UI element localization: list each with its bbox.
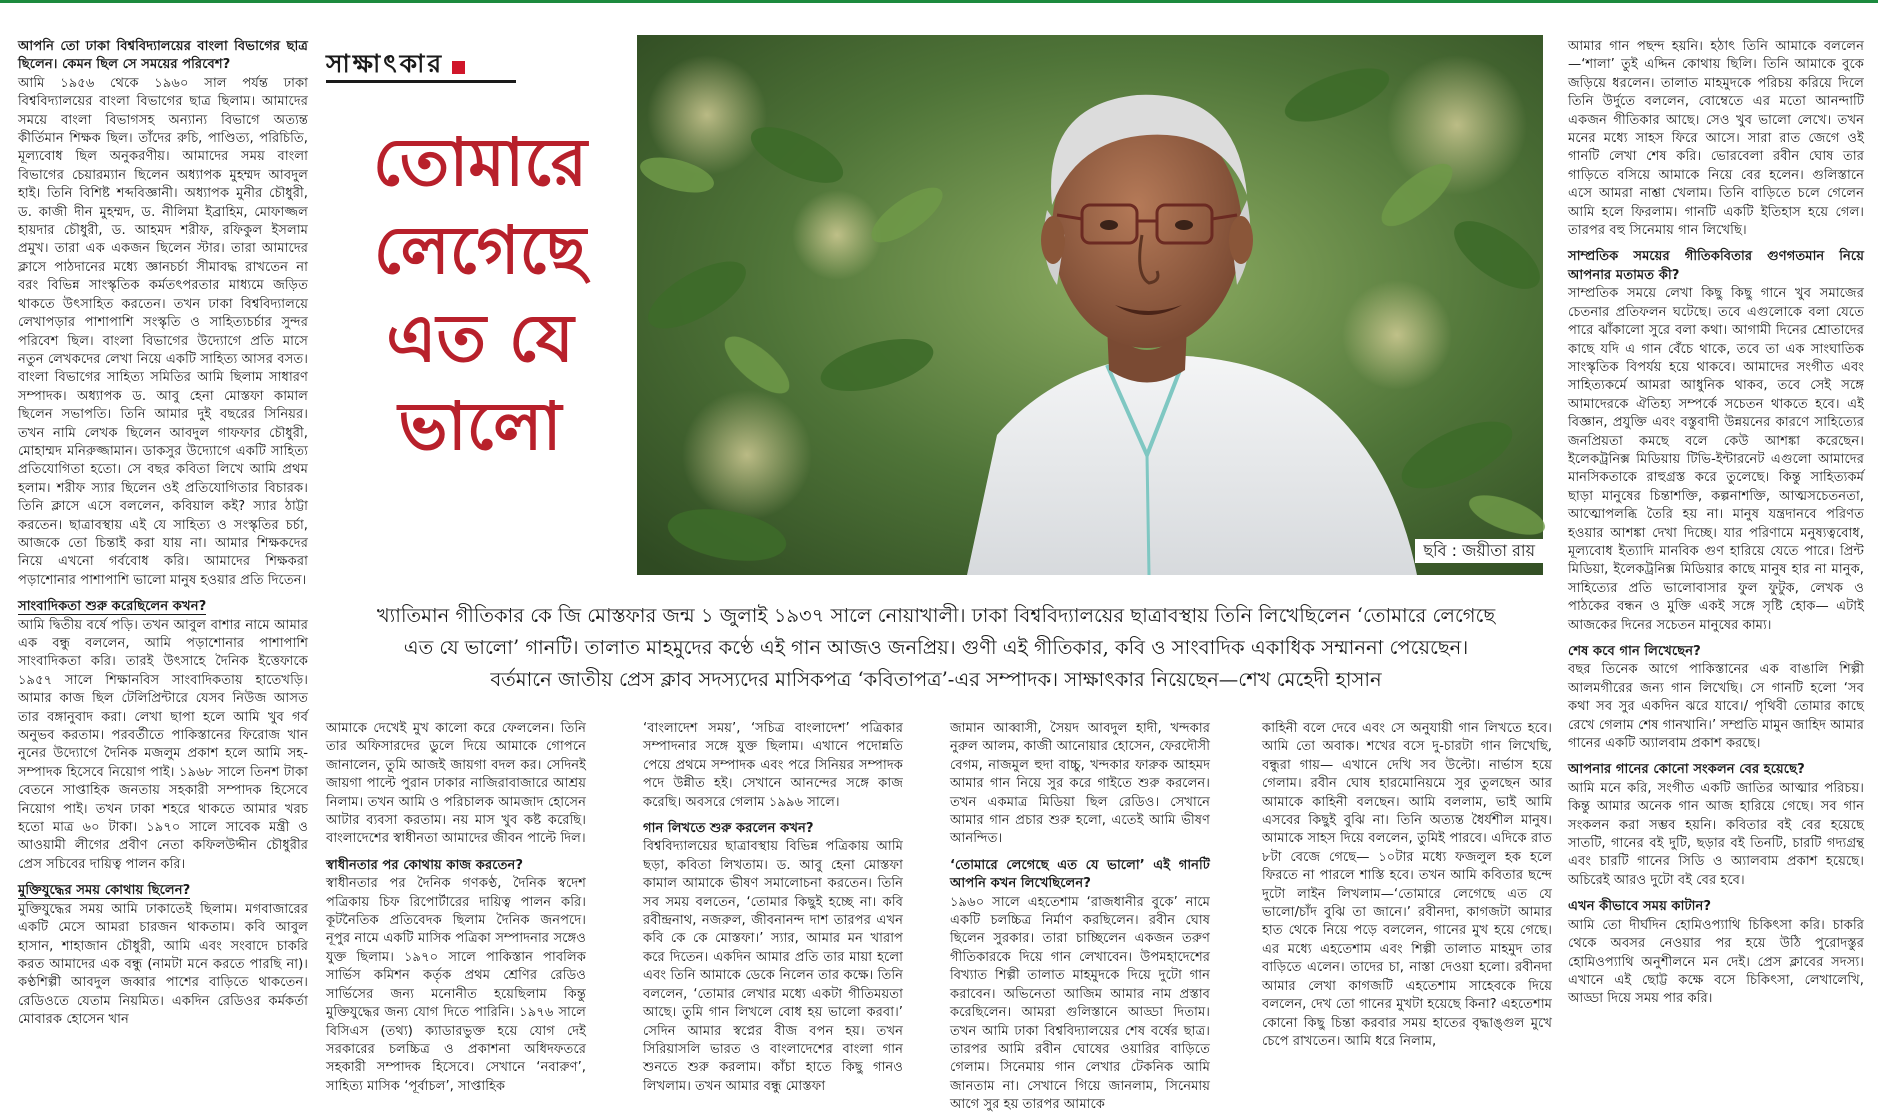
question-heading: ‘তোমারে লেগেছে এত যে ভালো’ এই গানটি আপনি কখন লিখেছিলেন? — [950, 857, 1210, 892]
answer-text: ১৯৬০ সালে এহতেশাম ‘রাজধানীর বুকে’ নামে একটি চলচ্চিত্র নির্মাণ করছিলেন। রবীন ঘোষ ছিলেন সুরকার। তারা চাচ্ছিলেন একজন তরুণ গীতিকারকে দিয়ে গান লেখাবেন। উপমহাদেশের বিখ্যাত শিল্পী তালাত মাহমুদকে দিয়ে দুটো গান করাবেন। অভিনেতা আজিম আমার নাম প্রস্তাব করেছিলেন। আমরা গুলিস্তানে আড্ডা দিতাম। তখন আমি ঢাকা বিশ্ববিদ্যালয়ের শেষ বর্ষের ছাত্র। তারপর আমি রবীন ঘোষের ওয়ারির বাড়িতে গেলাম। সিনেমায় গান লেখার টেকনিক আমি জানতাম না। সেখানে গিয়ে জানলাম, সিনেমায় আগে সুর হয় তারপর আমাকে — [950, 894, 1210, 1113]
answer-text: স্বাধীনতার পর দৈনিক গণকণ্ঠ, দৈনিক স্বদেশ পত্রিকায় চিফ রিপোর্টারের দায়িত্ব পালন করি। কূটনৈতিক প্রতিবেদক ছিলাম দৈনিক জনপদে। নূপুর নামে একটি মাসিক পত্রিকা সম্পাদনার সঙ্গেও যুক্ত ছিলাম। ১৯৭০ সালে পাকিস্তান পাবলিক সার্ভিস কমিশন কর্তৃক প্রথম শ্রেণির রেডিও সার্ভিসের জন্য মনোনীত হয়েছিলাম কিন্তু মুক্তিযুদ্ধের জন্য যোগ দিতে পারিনি। ১৯৭৬ সালে বিসিএস (তথ্য) ক্যাডারভুক্ত হয়ে যোগ দেই সরকারের চলচ্চিত্র ও প্রকাশনা অধিদফতরে সহকারী সম্পাদক হিসেবে। সেখানে ‘নবারুণ’, সাহিত্য মাসিক ‘পূর্বাচল’, সাপ্তাহিক — [326, 876, 586, 1094]
question-heading: সাম্প্রতিক সময়ের গীতিকবিতার গুণগতমান নিয়ে আপনার মতামত কী? — [1568, 249, 1864, 283]
column-body-4 — [1262, 720, 1552, 1065]
answer-text: আমাকে দেখেই মুখ কালো করে ফেললেন। তিনি তার অফিসারদের ডুলে দিয়ে আমাকে গোপনে জানালেন, তুমি আজই জায়গা বদল কর। সেদিনই জায়গা পাল্টে পুরান ঢাকার নাজিরাবাজারে আশ্রয় নিলাম। তখন আমি ও পরিচালক আমজাদ হোসেন আটার ব্যবসা করতাম। নয় মাস খুব কষ্ট করেছি। বাংলাদেশের স্বাধীনতা আমাদের জীবন পাল্টে দিল। — [326, 721, 586, 847]
question-heading: মুক্তিযুদ্ধের সময় কোথায় ছিলেন? — [18, 883, 191, 899]
kicker-label: সাক্ষাৎকার — [326, 49, 445, 78]
answer-text: ‘বাংলাদেশ সময়’, ‘সচিত্র বাংলাদেশ’ পত্রিকার সম্পাদনার সঙ্গে যুক্ত ছিলাম। এখানে পদোন্নতি পেয়ে প্রথমে সম্পাদক এবং পরে সিনিয়র সম্পাদক পদে উন্নীত হই। সেখানে আনন্দের সঙ্গে কাজ করেছি। অবসরে গেলাম ১৯৯৬ সালে। — [643, 721, 903, 810]
portrait-photo — [637, 35, 1543, 575]
section-kicker — [326, 44, 516, 84]
kicker-underline — [326, 80, 516, 83]
column-left — [18, 38, 308, 1068]
question-heading: আপনার গানের কোনো সংকলন বের হয়েছে? — [1568, 762, 1805, 778]
answer-text: বিশ্ববিদ্যালয়ের ছাত্রাবস্থায় বিভিন্ন পত্রিকায় আমি ছড়া, কবিতা লিখতাম। ড. আবু হেনা মোস্তফা কামাল আমাকে ভীষণ সমালোচনা করতেন। তিনি সব সময় বলতেন, ‘তোমার কিছুই হচ্ছে না। কবি রবীন্দ্রনাথ, নজরুল, জীবনানন্দ দাশ তারপর এখন কবি কে কে মোস্তফা।’ স্যার, আমার মন খারাপ করে দিতেন। একদিন আমার প্রতি তার মায়া হলো এবং তিনি আমাকে ডেকে নিলেন তার কক্ষে। তিনি বললেন, ‘তোমার লেখার মধ্যে একটা গীতিময়তা আছে। তুমি গান লিখলে বোধ হয় ভালো করবা।’ সেদিন আমার স্বপ্নের বীজ বপন হয়। তখন সিরিয়াসলি ভারত ও বাংলাদেশের বাংলা গান শুনতে শুরু করলাম। কাঁচা হাতে কিছু গানও লিখলাম। তখন আমার বন্ধু মোস্তফা — [643, 839, 903, 1094]
answer-text: আমি ১৯৫৬ থেকে ১৯৬০ সাল পর্যন্ত ঢাকা বিশ্ববিদ্যালয়ের বাংলা বিভাগের ছাত্র ছিলাম। আমাদের সময়ে বাংলা বিভাগসহ অন্যান্য বিভাগে অত্যন্ত কীর্তিমান শিক্ষক ছিল। তাঁদের রুচি, পাণ্ডিত্য, পরিচিতি, মূল্যবোধ ছিল অনুকরণীয়। আমাদের সময় বাংলা বিভাগের চেয়ারম্যান ছিলেন অধ্যাপক মুহম্মদ আবদুল হাই। তিনি বিশিষ্ট শব্দবিজ্ঞানী। অধ্যাপক মুনীর চৌধুরী, ড. কাজী দীন মুহম্মদ, ড. নীলিমা ইব্রাহিম, মোফাজ্জল হায়দার চৌধুরী, ড. আহমদ শরীফ, রফিকুল ইসলাম প্রমুখ। তারা এক একজন ছিলেন স্টার। তারা আমাদের ক্লাসে পাঠদানের মধ্যে জ্ঞানচর্চা সীমাবদ্ধ রাখতেন না বরং বিভিন্ন সাংস্কৃতিক কর্মতৎপরতার মাধ্যমে জড়িত থাকতে উৎসাহিত করতেন। তখন ঢাকা বিশ্ববিদ্যালয়ে লেখাপড়ার পাশাপাশি সংস্কৃতি ও সাহিত্যচর্চার সুন্দর পরিবেশ ছিল। বাংলা বিভাগের উদ্যোগে প্রতি মাসে নতুন লেখকদের লেখা নিয়ে একটি সাহিত্য আসর বসত। বাংলা বিভাগের সাহিত্য সমিতির আমি ছিলাম সাধারণ সম্পাদক। অধ্যাপক ড. আবু হেনা মোস্তফা কামাল ছিলেন সভাপতি। তিনি আমার দুই বছরের সিনিয়র। তখন নামি লেখক ছিলেন আবদুল গাফফার চৌধুরী, মোহাম্মদ মনিরুজ্জামান। ডাকসুর উদ্যোগে একটি সাহিত্য প্রতিযোগিতা হতো। সে বছর কবিতা লিখে আমি প্রথম হলাম। শরীফ স্যার ছিলেন ওই প্রতিযোগিতার বিচারক। তিনি ক্লাসে এসে বললেন, কবিয়াল কই? স্যার ঠাট্টা করতেন। ছাত্রাবস্থায় এই যে সাহিত্য ও সংস্কৃতির চর্চা, আজকে তো চিন্তাই করা যায় না। আমার শিক্ষকদের নিয়ে এখনো গর্ববোধ করি। আমাদের শিক্ষকরা পড়াশোনার পাশাপাশি ভালো মানুষ হওয়ার প্রতি দিতেন। — [18, 75, 308, 588]
intro-standfirst — [330, 600, 1542, 700]
question-heading: শেষ কবে গান লিখেছেন? — [1568, 644, 1701, 659]
headline-line: তোমারে — [372, 123, 588, 201]
question-heading: সাংবাদিকতা শুরু করেছিলেন কখন? — [18, 599, 207, 615]
headline-line: এত যে — [386, 299, 574, 377]
answer-text: কাহিনী বলে দেবে এবং সে অনুযায়ী গান লিখতে হবে। আমি তো অবাক। শখের বসে দু-চারটা গান লিখেছি, বন্ধুরা গায়— এখানে দেখি সব উল্টো। নার্ভাস হয়ে গেলাম। রবীন ঘোষ হারমোনিয়মে সুর তুলছেন আর আমাকে কাহিনী বলছেন। আমি বললাম, ভাই আমি এসবের কিছুই বুঝি না। তিনি অত্যন্ত ধৈর্যশীল মানুষ। আমাকে সাহস দিয়ে বললেন, তুমিই পারবে। এদিকে রাত ৮টা বেজে গেছে— ১০টার মধ্যে ফজলুল হক হলে ফিরতে না পারলে শাস্তি হবে। তখন আমি কবিতার ছন্দে দুটো লাইন লিখলাম—‘তোমারে লেগেছে এত যে ভালো/চাঁদ বুঝি তা জানে।’ রবীনদা, কাগজটা আমার হাত থেকে নিয়ে পড়ে বললেন, গানের মুখ হয়ে গেছে। এর মধ্যে এহতেশাম এবং শিল্পী তালাত মাহমুদ তার বাড়িতে এলেন। তাদের চা, নাস্তা দেওয়া হলো। রবীনদা আমার লেখা কাগজটি এহতেশাম সাহেবকে দিয়ে বললেন, দেখ তো গানের মুখটা হয়েছে কিনা? এহতেশাম কোনো কিছু চিন্তা করবার সময় হাতের বৃদ্ধাঙ্গুল মুখে চেপে রাখতেন। আমি ধরে নিলাম, — [1262, 721, 1552, 1049]
intro-line: এত যে ভালো’ গানটি। তালাত মাহমুদের কণ্ঠে এই গান আজও জনপ্রিয়। গুণী এই গীতিকার, কবি ও সাংবাদিক একাধিক সম্মাননা পেয়েছেন। — [403, 636, 1469, 659]
intro-line: খ্যাতিমান গীতিকার কে জি মোস্তফার জন্ম ১ জুলাই ১৯৩৭ সালে নোয়াখালী। ঢাকা বিশ্ববিদ্যালয়ের ছাত্রাবস্থায় তিনি লিখেছিলেন ‘তোমারে লেগেছে — [376, 604, 1496, 627]
answer-text: সাম্প্রতিক সময়ে লেখা কিছু কিছু গানে খুব সমাজের চেতনার প্রতিফলন ঘটেছে। তবে এগুলোকে বলা যেতে পারে ঝাঁকালো সুরে বলা কথা। আগামী দিনের শ্রোতাদের কাছে যদি এ গান বেঁচে থাকে, তবে তা এক সাংঘাতিক সাংস্কৃতিক বিপর্যয় হয়ে থাকবে। আমাদের সংগীত এবং সাহিত্যকর্মে আমরা আধুনিক থাকব, তবে সেই সঙ্গে আমাদেরকে ঐতিহ্য সম্পর্কে সচেতন থাকতে হবে। এই বিজ্ঞান, প্রযুক্তি এবং বস্তুবাদী উন্নয়নের কারণে সাহিত্যের জনপ্রিয়তা কমছে বলে কেউ আশঙ্কা করেছেন। ইলেকট্রনিক্স মিডিয়ায় টিভি-ইন্টারনেট এগুলো আমাদের মানসিকতাকে রাহুগ্রস্ত করে তুলেছে। কিন্তু সাহিত্যকর্ম ছাড়া মানুষের চিন্তাশক্তি, কল্পনাশক্তি, আত্মসচেতনতা, আত্মোপলব্ধি তৈরি হয় না। মানুষ যন্ত্রদানবে পরিণত হওয়ার আশঙ্কা দেখা দিচ্ছে। যার পরিণামে মনুষ্যত্ববোধ, মূল্যবোধ ইত্যাদি মানবিক গুণ হারিয়ে যেতে পারে। প্রিন্ট মিডিয়া, ইলেকট্রনিক্স মিডিয়ার কাছে মানুষ হার না মানুক, সাহিত্যের প্রতি ভালোবাসার ফুল ফুটুক, লেখক ও পাঠকের বন্ধন ও মুক্তি একই সঙ্গে সৃষ্টি হোক— এটাই আজকের দিনের সচেতন মানুষের কাম্য। — [1568, 286, 1864, 633]
column-body-3 — [950, 720, 1210, 1113]
answer-text: আমি মনে করি, সংগীত একটি জাতির আত্মার পরিচয়। কিন্তু আমার অনেক গান আজ হারিয়ে গেছে। সব গান সংকলন করা সম্ভব হয়নি। কবিতার বই বের হয়েছে সাতটি, গানের বই দুটি, ছড়ার বই তিনটি, চারটি গদ্যগ্রন্থ এবং চারটি গানের সিডি ও অ্যালবাম প্রকাশ হয়েছে। অচিরেই আরও দুটো বই বের হবে। — [1568, 780, 1864, 888]
question-heading: এখন কীভাবে সময় কাটান? — [1568, 899, 1712, 915]
headline — [330, 118, 630, 508]
answer-text: মুক্তিযুদ্ধের সময় আমি ঢাকাতেই ছিলাম। মগবাজারের একটি মেসে আমরা চারজন থাকতাম। কবি আবুল হাসান, শাহাজান চৌধুরী, আমি এবং সংবাদে চাকরি করত আমাদের এক বন্ধু (নামটা মনে করতে পারছি না)। কণ্ঠশিল্পী আবদুল জব্বার পাশের বাড়িতে থাকতেন। রেডিওতে যেতাম নিয়মিত। একদিন রেডিওর কর্মকর্তা মোবারক হোসেন খান — [18, 901, 308, 1028]
column-body-1 — [326, 720, 586, 1094]
headline-line: ভালো — [398, 387, 562, 465]
headline-line: লেগেছে — [373, 211, 587, 289]
question-heading: গান লিখতে শুরু করলেন কখন? — [643, 821, 814, 837]
portrait-illustration — [637, 35, 1543, 575]
column-body-2 — [643, 720, 903, 1094]
answer-text: আমার গান পছন্দ হয়নি। হঠাৎ তিনি আমাকে বললেন—‘শালা’ তুই এদ্দিন কোথায় ছিলি। তিনি আমাকে বুকে জড়িয়ে ধরলেন। তালাত মাহমুদকে পরিচয় করিয়ে দিলে তিনি উর্দুতে বললেন, বোম্বেতে এর মতো আনন্দাটি একজন গীতিকার আছে। সেও খুব ভালো লেখে। তখন মনের মধ্যে সাহস ফিরে আসে। সারা রাত জেগে ওই গানটি লেখা শেষ করি। ভোরবেলা রবীন ঘোষ তার গাড়িতে বসিয়ে আমাকে নিয়ে বের হলেন। গুলিস্তানে এসে আমরা নাশ্তা খেলাম। তিনি বাড়িতে চলে গেলেন আমি হলে ফিরলাম। গানটি একটি ইতিহাস হয়ে গেল। তারপর বহু সিনেমায় গান লিখেছি। — [1568, 39, 1864, 239]
answer-text: আমি দ্বিতীয় বর্ষে পড়ি। তখন আবুল বাশার নামে আমার এক বন্ধু বললেন, আমি পড়াশোনার পাশাপাশি সাংবাদিকতা করি। তারই উৎসাহে দৈনিক ইত্তেফাকে ১৯৫৭ সালে শিক্ষানবিস সাংবাদিকতায় হাতেখড়ি। আমার কাজ ছিল টেলিপ্রিন্টারে যেসব নিউজ আসত তার বঙ্গানুবাদ করা। লেখা ছাপা হলে আমি খুব গর্ব অনুভব করতাম। পরবর্তীতে পাকিস্তানের ফিরোজ খান নুনের উদ্যোগে দৈনিক মজলুম প্রকাশ হলে আমি সহ-সম্পাদক হিসেবে নিয়োগ পাই। ১৯৬৮ সালে তিনশ টাকা বেতনে সাপ্তাহিক জনতায় সহকারী সম্পাদক হিসেবে নিয়োগ পাই। তখন ঢাকা শহরে থাকতে আমার খরচ হতো মাত্র ৬০ টাকা। ১৯৭০ সালে সাবেক মন্ত্রী ও আওয়ামী লীগের প্রবীণ নেতা কফিলউদ্দীন চৌধুরীর প্রেস সচিবের দায়িত্ব পালন করি। — [18, 617, 308, 872]
answer-text: জামান আব্বাসী, সৈয়দ আবদুল হাদী, খন্দকার নুরুল আলম, কাজী আনোয়ার হোসেন, ফেরদৌসী বেগম, নাজমুল হুদা বাচ্চু, খন্দকার ফারুক আহমদ আমার গান নিয়ে সুর করে গাইতে শুরু করলেন। তখন একমাত্র মিডিয়া ছিল রেডিও। সেখানে আমার গান প্রচার শুরু হলো, এতেই আমি ভীষণ আনন্দিত। — [950, 721, 1210, 847]
answer-text: বছর তিনেক আগে পাকিস্তানের এক বাঙালি শিল্পী আলমগীরের জন্য গান লিখেছি। সে গানটি হলো ‘সব কথা সব সুর একদিন ঝরে যাবে।/ পৃথিবী তোমার কাছে রেখে গেলাম শেষ গানখানি।’ সম্প্রতি মামুন জাহিদ আমার গানের একটি অ্যালবাম প্রকাশ করছে। — [1568, 662, 1864, 752]
question-heading: আপনি তো ঢাকা বিশ্ববিদ্যালয়ের বাংলা বিভাগের ছাত্র ছিলেন। কেমন ছিল সে সময়ের পরিবেশ? — [18, 39, 308, 73]
intro-line: বর্তমানে জাতীয় প্রেস ক্লাব সদস্যদের মাসিকপত্র ‘কবিতাপত্র’-এর সম্পাদক। সাক্ষাৎকার নিয়েছেন—শেখ মেহেদী হাসান — [490, 668, 1382, 691]
photo-caption: ছবি : জয়ীতা রায় — [1415, 539, 1543, 563]
answer-text: আমি তো দীর্ঘদিন হোমিওপ্যাথি চিকিৎসা করি। চাকরি থেকে অবসর নেওয়ার পর হয়ে উঠি পুরোদস্তুর হোমিওপ্যাথি অনুশীলনে মন দেই। প্রেস ক্লাবের সদস্য। এখানে এই ছোট্ট কক্ষে বসে চিকিৎসা, লেখালেখি, আড্ডা দিয়ে সময় পার করি। — [1568, 917, 1864, 1007]
top-rule — [0, 0, 1878, 3]
column-right — [1568, 38, 1864, 1068]
red-square-icon — [452, 61, 465, 74]
question-heading: স্বাধীনতার পর কোথায় কাজ করতেন? — [326, 857, 524, 873]
